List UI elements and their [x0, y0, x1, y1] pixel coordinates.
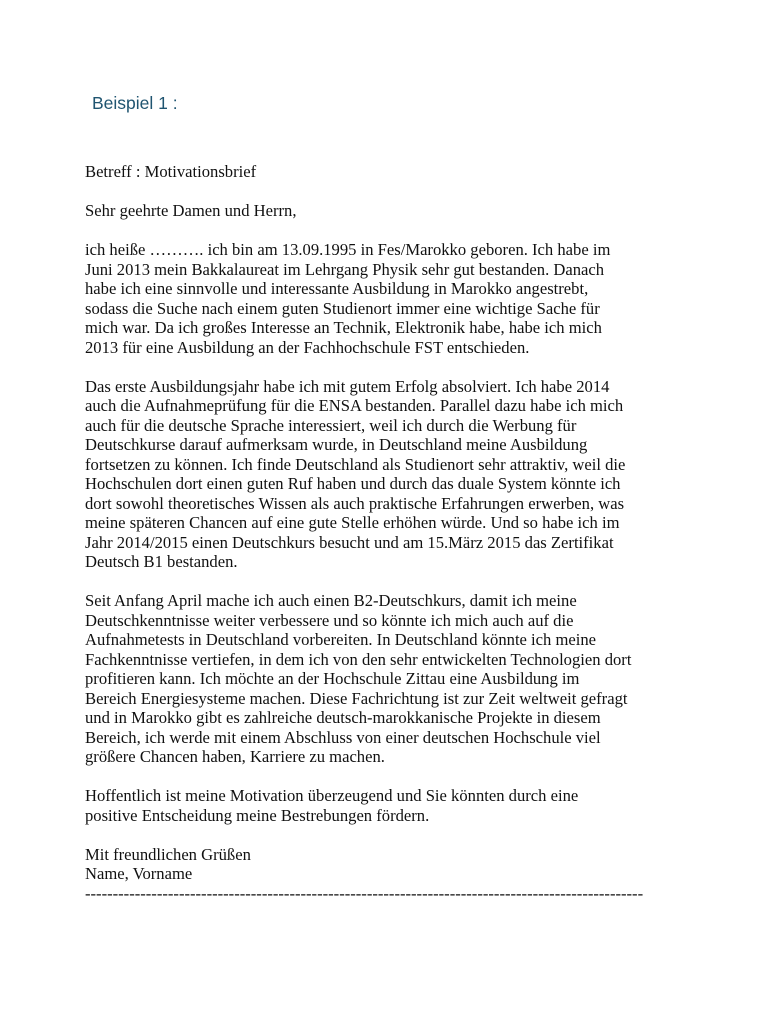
- paragraph-line: Jahr 2014/2015 einen Deutschkurs besucht und am 15.März 2015 das Zertifikat: [85, 532, 614, 552]
- blank-line: [85, 825, 705, 845]
- paragraph-line: Deutschkenntnisse weiter verbessere und so könnte ich mich auch auf die: [85, 610, 574, 630]
- paragraph-line: Bereich Energiesysteme machen. Diese Fachrichtung ist zur Zeit weltweit gefragt: [85, 688, 628, 708]
- paragraph-4: [85, 786, 705, 825]
- paragraph-line: Hochschulen dort einen guten Ruf haben und durch das duale System könnte ich: [85, 474, 621, 493]
- paragraph-line: Hoffentlich ist meine Motivation überzeugend und Sie könnten durch eine: [85, 786, 579, 805]
- example-heading: Beispiel 1 :: [92, 93, 178, 113]
- paragraph-line: Deutsch B1 bestanden.: [85, 552, 238, 571]
- blank-line: [85, 221, 705, 241]
- blank-line: [85, 767, 705, 787]
- blank-line: [85, 357, 705, 377]
- paragraph-line: Aufnahmetests in Deutschland vorbereiten. In Deutschland könnte ich meine: [85, 630, 597, 649]
- separator-line: -----------------------------------------------------------------------------------------------------: [85, 883, 644, 903]
- paragraph-line: ich heiße ………. ich bin am 13.09.1995 in Fes/Marokko geboren. Ich habe im: [85, 240, 611, 259]
- signature-line: Name, Vorname: [85, 864, 193, 883]
- paragraph-1: [85, 240, 705, 357]
- paragraph-line: meine späteren Chancen auf eine gute Stelle erhöhen würde. Und so habe ich im: [85, 513, 620, 532]
- salutation-line: Sehr geehrte Damen und Herrn,: [85, 201, 297, 220]
- paragraph-line: Juni 2013 mein Bakkalaureat im Lehrgang Physik sehr gut bestanden. Danach: [85, 259, 605, 279]
- paragraph-line: fortsetzen zu können. Ich finde Deutschland als Studienort sehr attraktiv, weil die: [85, 454, 626, 474]
- paragraph-line: habe ich eine sinnvolle und interessante Ausbildung in Marokko angestrebt,: [85, 279, 589, 298]
- paragraph-line: Seit Anfang April mache ich auch einen B2-Deutschkurs, damit ich meine: [85, 591, 577, 610]
- paragraph-line: mich war. Da ich großes Interesse an Technik, Elektronik habe, habe ich mich: [85, 318, 602, 337]
- paragraph-line: dort sowohl theoretisches Wissen als auch praktische Erfahrungen erwerben, was: [85, 493, 625, 513]
- blank-line: [85, 182, 705, 202]
- paragraph-line: und in Marokko gibt es zahlreiche deutsch-marokkanische Projekte in diesem: [85, 708, 601, 727]
- paragraph-line: Bereich, ich werde mit einem Abschluss von einer deutschen Hochschule viel: [85, 727, 601, 747]
- blank-line: [85, 572, 705, 592]
- paragraph-line: profitieren kann. Ich möchte an der Hochschule Zittau eine Ausbildung im: [85, 669, 580, 688]
- paragraph-line: sodass die Suche nach einem guten Studienort immer eine wichtige Sache für: [85, 298, 600, 318]
- paragraph-line: positive Entscheidung meine Bestrebungen fördern.: [85, 805, 430, 825]
- paragraph-line: Deutschkurse darauf aufmerksam wurde, in Deutschland meine Ausbildung: [85, 435, 588, 454]
- paragraph-line: Fachkenntnisse vertiefen, in dem ich von den sehr entwickelten Technologien dort: [85, 649, 632, 669]
- paragraph-line: größere Chancen haben, Karriere zu machen.: [85, 747, 385, 766]
- subject-line: Betreff : Motivationsbrief: [85, 162, 257, 181]
- paragraph-line: Das erste Ausbildungsjahr habe ich mit gutem Erfolg absolviert. Ich habe 2014: [85, 376, 610, 396]
- paragraph-2: [85, 377, 705, 572]
- closing-line: Mit freundlichen Grüßen: [85, 844, 251, 864]
- paragraph-line: 2013 für eine Ausbildung an der Fachhochschule FST entschieden.: [85, 337, 530, 357]
- paragraph-line: auch für die deutsche Sprache interessiert, weil ich durch die Werbung für: [85, 415, 577, 435]
- motivation-letter: [85, 162, 705, 903]
- paragraph-3: [85, 591, 705, 767]
- paragraph-line: auch die Aufnahmeprüfung für die ENSA bestanden. Parallel dazu habe ich mich: [85, 396, 624, 415]
